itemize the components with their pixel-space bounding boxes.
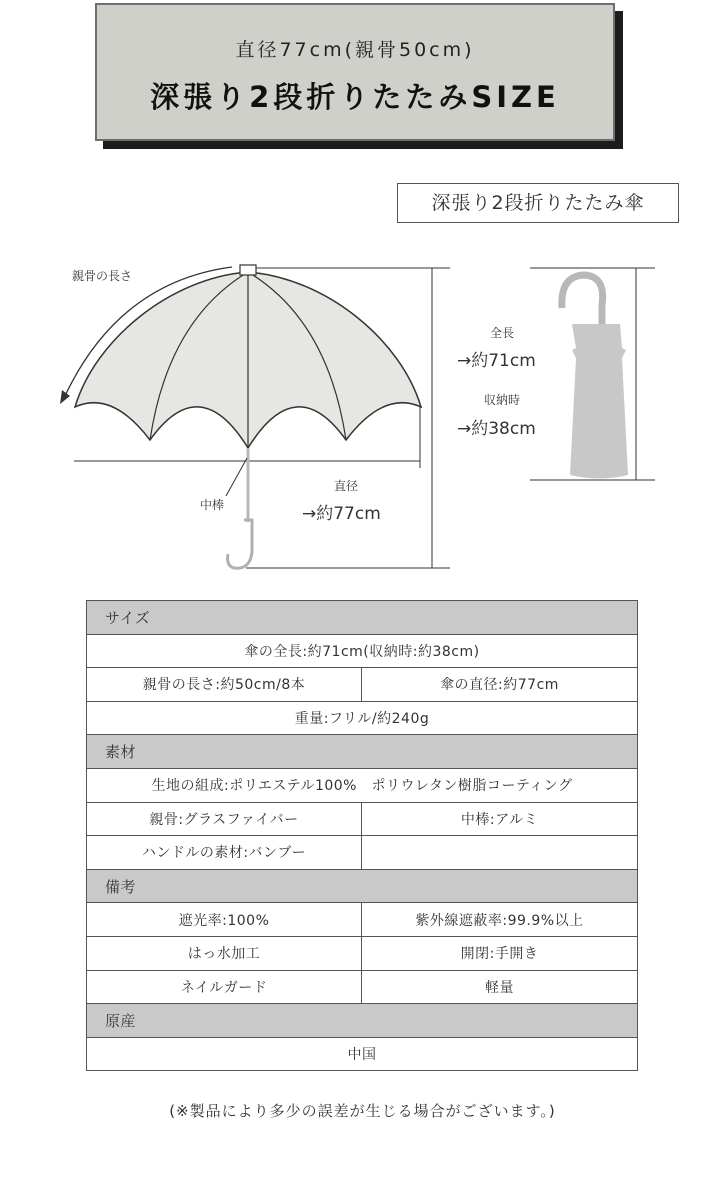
table-row [87, 668, 638, 702]
opening-cell: 開閉:手開き [362, 936, 638, 970]
section-origin-header: 原産 [87, 1004, 638, 1038]
banner-subtitle: 直径77cm(親骨50cm) [235, 39, 475, 61]
table-row [87, 1004, 638, 1038]
diameter-value: →約77cm [302, 504, 381, 524]
umbrella-handle [228, 520, 252, 568]
shaft-material-cell: 中棒:アルミ [362, 802, 638, 836]
rib-material-cell: 親骨:グラスファイバー [87, 802, 362, 836]
umbrella-tip [240, 265, 256, 275]
uv-rate-cell: 紫外線遮蔽率:99.9%以上 [362, 903, 638, 937]
table-row [87, 869, 638, 903]
total-length-value: →約71cm [457, 351, 536, 371]
umbrella-diagram [0, 230, 725, 594]
origin-cell: 中国 [87, 1037, 638, 1071]
empty-cell [362, 836, 638, 870]
footnote: (※製品により多少の誤差が生じる場合がございます。) [169, 1102, 556, 1120]
table-row [87, 903, 638, 937]
header-banner [95, 3, 615, 141]
rib-length-cell: 親骨の長さ:約50cm/8本 [87, 668, 362, 702]
table-row [87, 802, 638, 836]
fabric-cell: 生地の組成:ポリエステル100% ポリウレタン樹脂コーティング [87, 768, 638, 802]
folded-handle [562, 275, 603, 324]
total-length-label: 全長 [490, 326, 515, 340]
section-material-header: 素材 [87, 735, 638, 769]
table-row [87, 768, 638, 802]
rib-arrow-head-icon [60, 390, 70, 404]
table-row [87, 1037, 638, 1071]
section-size-header: サイズ [87, 601, 638, 635]
nail-guard-cell: ネイルガード [87, 970, 362, 1004]
shaft-label: 中棒 [200, 498, 225, 512]
table-row [87, 735, 638, 769]
section-notes-header: 備考 [87, 869, 638, 903]
table-row [87, 601, 638, 635]
diameter-label: 直径 [334, 479, 359, 493]
umbrella-type-label: 深張り2段折りたたみ傘 [397, 183, 679, 223]
table-row [87, 634, 638, 668]
rib-length-label: 親骨の長さ [72, 269, 133, 283]
handle-material-cell: ハンドルの素材:バンブー [87, 836, 362, 870]
table-row [87, 836, 638, 870]
table-row [87, 970, 638, 1004]
folded-length-value: →約38cm [457, 419, 536, 439]
table-row [87, 701, 638, 735]
spec-table [86, 600, 638, 1071]
table-row [87, 936, 638, 970]
lightweight-cell: 軽量 [362, 970, 638, 1004]
umbrella-diagram-svg [0, 230, 725, 590]
shaft-pointer-line [226, 458, 247, 496]
water-repellent-cell: はっ水加工 [87, 936, 362, 970]
banner-title: 深張り2段折りたたみSIZE [150, 80, 560, 114]
folded-length-label: 収納時 [484, 393, 521, 407]
weight-cell: 重量:フリル/約240g [87, 701, 638, 735]
shading-rate-cell: 遮光率:100% [87, 903, 362, 937]
diameter-cell: 傘の直径:約77cm [362, 668, 638, 702]
folded-umbrella-body [570, 324, 628, 479]
total-length-cell: 傘の全長:約71cm(収納時:約38cm) [87, 634, 638, 668]
